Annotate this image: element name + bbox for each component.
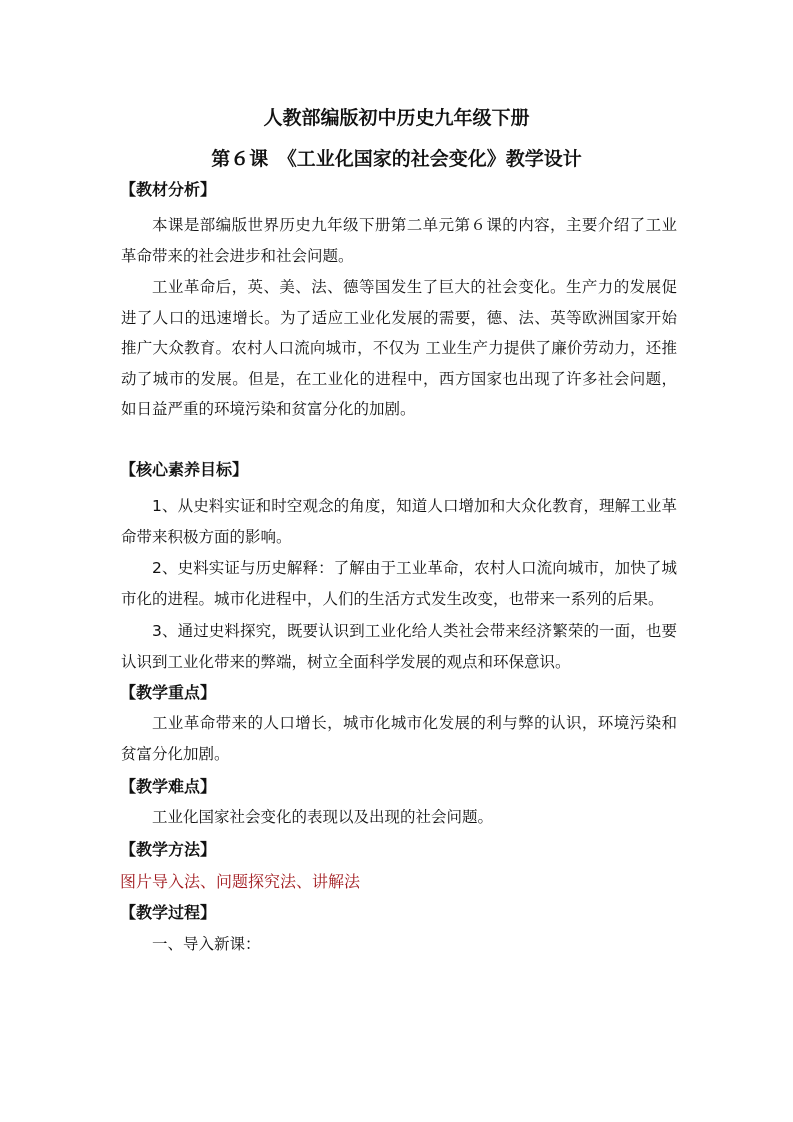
section-heading-process: 【教学过程】 bbox=[120, 903, 217, 922]
paragraph: 1、从史料实证和时空观念的角度，知道人口增加和大众化教育，理解工业革命带来积极方面的影响。 bbox=[121, 497, 677, 546]
paragraph: 2、史料实证与历史解释：了解由于工业革命，农村人口流向城市，加快了城市化的进程。城市化进程中，人们的生活方式发生改变，也带来一系列的后果。 bbox=[121, 559, 677, 608]
document-title: 人教部编版初中历史九年级下册 bbox=[263, 107, 530, 129]
document-subtitle: 第６课 《工业化国家的社会变化》教学设计 bbox=[211, 148, 582, 170]
section-heading-key-points: 【教学重点】 bbox=[120, 683, 217, 702]
section-heading-textbook-analysis: 【教材分析】 bbox=[120, 180, 217, 199]
section-heading-core-goals: 【核心素养目标】 bbox=[120, 460, 249, 479]
paragraph: 本课是部编版世界历史九年级下册第二单元第６课的内容，主要介绍了工业革命带来的社会进步和社会问题。 bbox=[121, 216, 677, 265]
paragraph: 工业革命带来的人口增长，城市化城市化发展的利与弊的认识，环境污染和贫富分化加剧。 bbox=[121, 714, 677, 763]
teaching-methods-text: 图片导入法、问题探究法、讲解法 bbox=[120, 872, 361, 891]
process-step-intro: 一、导入新课： bbox=[152, 935, 261, 953]
paragraph: 3、通过史料探究，既要认识到工业化给人类社会带来经济繁荣的一面，也要认识到工业化带来的弊端，树立全面科学发展的观点和环保意识。 bbox=[121, 622, 677, 671]
paragraph: 工业化国家社会变化的表现以及出现的社会问题。 bbox=[152, 808, 494, 826]
paragraph: 工业革命后，英、美、法、德等国发生了巨大的社会变化。生产力的发展促进了人口的迅速增长。为了适应工业化发展的需要，德、法、英等欧洲国家开始推广大众教育。农村人口流向城市，不仅为 工业生产力提供了廉价劳动力，还推动了城市的发展。但是，在工业化的进程中，西方国家也出现了许多社会问题，如日益严重的环境污染和贫富分化的加剧。 bbox=[121, 278, 677, 418]
section-heading-methods: 【教学方法】 bbox=[120, 840, 217, 859]
section-heading-difficulties: 【教学难点】 bbox=[120, 777, 217, 796]
